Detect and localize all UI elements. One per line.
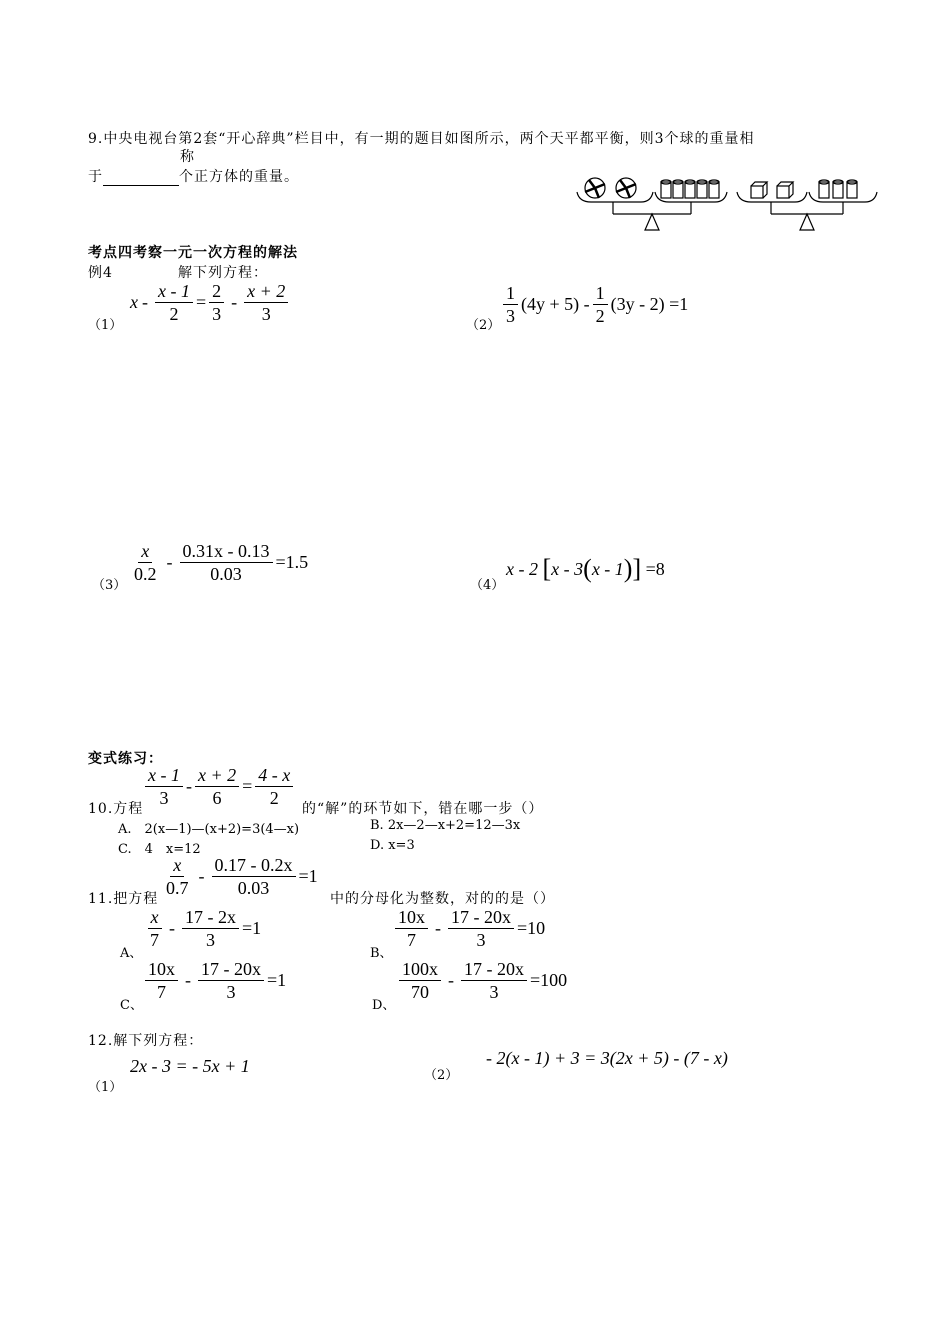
left-pan-2 (737, 192, 807, 202)
q12-1-label: （1） (88, 1080, 123, 1095)
ball-icon (585, 178, 605, 198)
equation-1: x - $\frac{x - 1}{2}$ = $\frac{2}{3}$ - $\frac{x + 2}{3}$ (130, 280, 291, 325)
ball-icon (616, 178, 636, 198)
q10-option-c: C. 4 x=12 (118, 842, 201, 857)
q10-equation: $\frac{x - 1}{3}$ - $\frac{x + 2}{6}$ = $\frac{4 - x}{2}$ (142, 764, 296, 809)
q11-option-c: $\frac{10x}{7}$ - $\frac{17 - 20x}{3}$ =1 (142, 958, 286, 1003)
cylinder-icon (709, 180, 719, 198)
q12-2-label: （2） (424, 1068, 459, 1083)
q10-option-b: B. 2x—2—x+2=12—3x (370, 818, 521, 833)
problem-2-label: （2） (466, 318, 501, 333)
q11-option-c-label: C、 (120, 998, 143, 1013)
q11-option-a: $\frac{x}{7}$ - $\frac{17 - 2x}{3}$ =1 (144, 906, 261, 951)
cylinder-icon (833, 180, 843, 198)
q11-option-d-label: D、 (372, 998, 396, 1013)
q10-suffix: 的“解”的环节如下，错在哪一步（） (302, 801, 544, 817)
equation-3: $\frac{x}{0.2}$ - $\frac{0.31x - 0.13}{0.03}$ =1.5 (134, 541, 309, 584)
q10-prefix: 10.方程 (88, 801, 144, 817)
q9-line2-prefix: 于 (88, 169, 103, 185)
q12-equation-2: - 2(x - 1) + 3 = 3(2x + 5) - (7 - x) (486, 1048, 728, 1068)
cylinder-icon (661, 180, 671, 198)
cylinder-icon (819, 180, 829, 198)
cube-icon (777, 182, 793, 198)
problem-4-label: （4） (470, 578, 505, 593)
q11-prefix: 11.把方程 (88, 891, 159, 907)
left-pan (577, 192, 653, 202)
q9-line1: 9.中央电视台第2套“开心辞典”栏目中，有一期的题目如图所示，两个天平都平衡，则3个球的重量相 (88, 131, 755, 147)
q11-option-d: $\frac{100x}{70}$ - $\frac{17 - 20x}{3}$ =100 (396, 958, 567, 1003)
q11-suffix: 中的分母化为整数，对的的是（） (330, 891, 555, 907)
q11-option-b-label: B、 (370, 946, 393, 961)
q12-equation-1: 2x - 3 = - 5x + 1 (130, 1056, 250, 1076)
problem-1-label: （1） (88, 318, 123, 333)
q12-title: 12.解下列方程： (88, 1033, 204, 1049)
cylinder-icon (697, 180, 707, 198)
q10-option-d: D. x=3 (370, 838, 415, 853)
answer-blank (103, 171, 179, 186)
equation-4: x - 2 [ x - 3 ( x - 1 ) ] =8 (506, 554, 665, 583)
section-title: 考点四考察一元一次方程的解法 (88, 245, 298, 261)
q9-line1b: 称 (180, 149, 195, 165)
cylinder-icon (847, 180, 857, 198)
q11-option-a-label: A、 (120, 946, 143, 961)
example-text: 解下列方程： (178, 265, 268, 281)
q11-option-b: $\frac{10x}{7}$ - $\frac{17 - 20x}{3}$ =10 (392, 906, 545, 951)
fulcrum-icon (800, 214, 814, 230)
q9-line2-suffix: 个正方体的重量。 (179, 169, 299, 185)
cylinder-icon (673, 180, 683, 198)
problem-3-label: （3） (92, 578, 127, 593)
q9-line2 (88, 166, 299, 186)
cylinder-icon (685, 180, 695, 198)
cube-icon (751, 182, 767, 198)
right-pan (655, 192, 727, 202)
q11-equation: $\frac{x}{0.7}$ - $\frac{0.17 - 0.2x}{0.03}$ =1 (166, 855, 318, 898)
example-label: 例4 (88, 265, 113, 281)
q10-option-a: A. 2(x—1)—(x+2)=3(4—x) (118, 822, 300, 837)
fulcrum-icon (645, 214, 659, 230)
equation-2: $\frac{1}{3}$ (4y + 5) - $\frac{1}{2}$ (3y - 2) =1 (500, 282, 688, 327)
balance-figure (575, 172, 880, 238)
variant-title: 变式练习： (88, 751, 163, 767)
